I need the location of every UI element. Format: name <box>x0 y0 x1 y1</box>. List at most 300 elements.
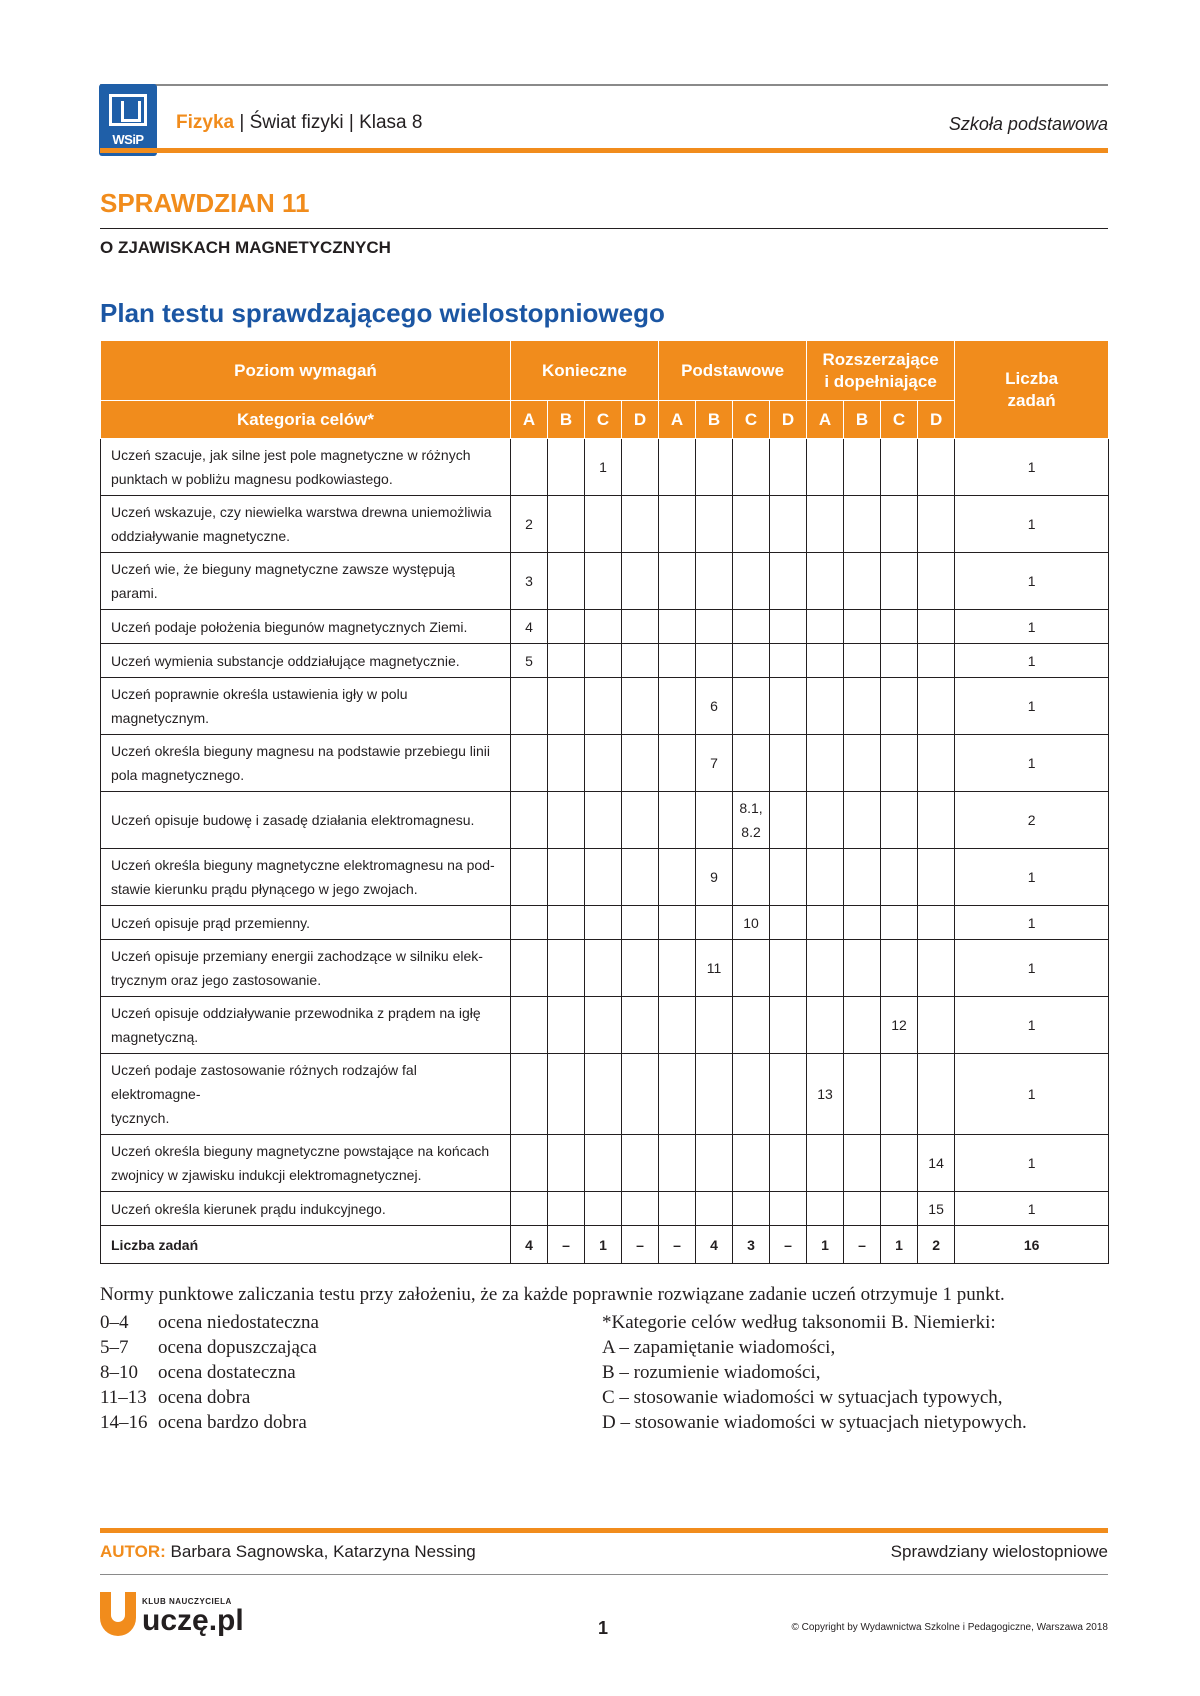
task-cell <box>733 1135 770 1192</box>
task-cell <box>585 792 622 849</box>
summary-cell: 1 <box>807 1226 844 1264</box>
breadcrumb-book: Świat fizyki <box>249 112 344 133</box>
task-cell <box>585 735 622 792</box>
task-cell <box>733 553 770 610</box>
task-cell <box>622 644 659 678</box>
task-cell <box>659 644 696 678</box>
row-description-line: Uczeń opisuje prąd przemienny. <box>111 914 310 931</box>
header-orange-rule <box>100 148 1108 153</box>
task-cell <box>511 678 548 735</box>
category-letter: A <box>659 401 696 439</box>
grade-label: ocena dopuszczająca <box>158 1337 317 1358</box>
row-task-count: 1 <box>955 849 1109 906</box>
header-rozszerzajace <box>807 341 955 401</box>
task-cell <box>585 906 622 940</box>
task-cell <box>770 1054 807 1135</box>
task-cell <box>844 644 881 678</box>
task-cell <box>844 735 881 792</box>
footer-authors <box>100 1542 476 1562</box>
task-cell <box>844 940 881 997</box>
task-cell <box>548 997 585 1054</box>
row-description <box>101 940 511 997</box>
taxonomy-line: A – zapamiętanie wiadomości, <box>602 1337 836 1358</box>
task-cell <box>659 496 696 553</box>
summary-cell: 1 <box>585 1226 622 1264</box>
task-cell <box>770 997 807 1054</box>
header-level: Poziom wymagań <box>101 341 511 401</box>
row-description <box>101 1192 511 1226</box>
task-cell <box>770 1192 807 1226</box>
row-description-line: Uczeń opisuje oddziaływanie przewodnika z prądem na igłę <box>111 1005 481 1021</box>
ucze-logo-small: KLUB NAUCZYCIELA <box>142 1597 232 1606</box>
task-cell <box>844 439 881 496</box>
task-cell <box>807 496 844 553</box>
task-cell <box>622 496 659 553</box>
row-description-line: Uczeń podaje zastosowanie różnych rodzajów fal elektromagne- <box>111 1062 417 1102</box>
grade-norm-row <box>100 1385 319 1410</box>
wsip-logo-icon <box>109 94 147 126</box>
table-row <box>101 496 1109 553</box>
row-task-count: 1 <box>955 1054 1109 1135</box>
task-cell: 9 <box>696 849 733 906</box>
row-task-count: 1 <box>955 610 1109 644</box>
row-description <box>101 849 511 906</box>
header-top-rule <box>100 84 1108 86</box>
task-cell <box>548 553 585 610</box>
row-description-line: stawie kierunku prądu płynącego w jego zwojach. <box>111 881 418 897</box>
task-cell <box>622 792 659 849</box>
table-row <box>101 1192 1109 1226</box>
task-cell <box>696 792 733 849</box>
task-cell <box>770 439 807 496</box>
task-cell <box>918 678 955 735</box>
task-cell <box>807 678 844 735</box>
grade-range: 5–7 <box>100 1337 129 1358</box>
header-category: Kategoria celów* <box>101 401 511 439</box>
row-description <box>101 906 511 940</box>
task-cell <box>696 1135 733 1192</box>
task-cell: 11 <box>696 940 733 997</box>
task-cell <box>696 553 733 610</box>
grade-label: ocena niedostateczna <box>158 1312 319 1333</box>
summary-cell: – <box>622 1226 659 1264</box>
task-cell <box>548 1054 585 1135</box>
task-cell <box>585 849 622 906</box>
task-cell <box>659 997 696 1054</box>
task-cell <box>770 849 807 906</box>
breadcrumb-separator: | <box>348 112 354 133</box>
task-cell <box>881 439 918 496</box>
table-row <box>101 792 1109 849</box>
row-description-line: Uczeń poprawnie określa ustawienia igły w polu magnetycznym. <box>111 686 408 726</box>
task-cell <box>918 610 955 644</box>
summary-cell: – <box>770 1226 807 1264</box>
task-cell <box>585 610 622 644</box>
summary-cell: 1 <box>881 1226 918 1264</box>
row-task-count: 1 <box>955 1135 1109 1192</box>
task-cell <box>696 496 733 553</box>
grade-norm-row <box>100 1335 319 1360</box>
row-description <box>101 439 511 496</box>
task-cell <box>585 940 622 997</box>
task-cell <box>696 1054 733 1135</box>
summary-cell: – <box>548 1226 585 1264</box>
task-cell <box>844 610 881 644</box>
task-cell <box>659 940 696 997</box>
grade-range: 14–16 <box>100 1412 148 1433</box>
task-cell <box>659 792 696 849</box>
category-letter: C <box>585 401 622 439</box>
row-task-count: 2 <box>955 792 1109 849</box>
category-letter: A <box>511 401 548 439</box>
table-row <box>101 940 1109 997</box>
task-cell <box>511 792 548 849</box>
summary-cell: – <box>844 1226 881 1264</box>
summary-total: 16 <box>955 1226 1109 1264</box>
task-cell <box>511 997 548 1054</box>
school-level: Szkoła podstawowa <box>948 114 1108 134</box>
task-cell: 2 <box>511 496 548 553</box>
breadcrumb-grade: Klasa 8 <box>359 112 423 133</box>
task-cell <box>770 678 807 735</box>
task-cell: 8.1, 8.2 <box>733 792 770 849</box>
table-body <box>101 439 1109 1264</box>
task-cell <box>659 1192 696 1226</box>
task-cell <box>659 906 696 940</box>
row-task-count: 1 <box>955 496 1109 553</box>
task-cell <box>881 1054 918 1135</box>
task-cell: 1 <box>585 439 622 496</box>
header-count-line2: zadań <box>1007 390 1056 410</box>
table-row <box>101 610 1109 644</box>
header-podstawowe: Podstawowe <box>659 341 807 401</box>
task-cell <box>807 849 844 906</box>
task-cell <box>918 940 955 997</box>
task-cell <box>622 553 659 610</box>
task-cell <box>918 906 955 940</box>
row-task-count: 1 <box>955 940 1109 997</box>
task-cell <box>918 1054 955 1135</box>
plan-table <box>100 340 1109 1264</box>
task-cell <box>807 792 844 849</box>
grade-label: ocena bardzo dobra <box>158 1412 307 1433</box>
task-cell <box>881 940 918 997</box>
grade-range: 0–4 <box>100 1312 129 1333</box>
task-cell <box>881 792 918 849</box>
summary-cell: 4 <box>511 1226 548 1264</box>
task-cell <box>918 792 955 849</box>
task-cell <box>548 906 585 940</box>
task-cell <box>918 553 955 610</box>
task-cell <box>881 735 918 792</box>
row-description-line: Uczeń określa kierunek prądu indukcyjnego. <box>111 1200 386 1217</box>
summary-label: Liczba zadań <box>101 1226 511 1264</box>
task-cell <box>770 610 807 644</box>
grade-norms-list <box>100 1310 319 1435</box>
footer-orange-rule <box>100 1528 1108 1533</box>
row-task-count: 1 <box>955 553 1109 610</box>
task-cell <box>548 496 585 553</box>
task-cell <box>733 849 770 906</box>
row-description <box>101 1054 511 1135</box>
task-cell <box>807 735 844 792</box>
task-cell <box>881 678 918 735</box>
task-cell <box>881 553 918 610</box>
task-cell <box>844 1054 881 1135</box>
task-cell <box>622 1192 659 1226</box>
row-description <box>101 553 511 610</box>
task-cell <box>548 940 585 997</box>
task-cell <box>696 439 733 496</box>
grade-norm-row <box>100 1310 319 1335</box>
task-cell <box>733 1192 770 1226</box>
task-cell <box>918 439 955 496</box>
summary-cell: 2 <box>918 1226 955 1264</box>
taxonomy-line: C – stosowanie wiadomości w sytuacjach typowych, <box>602 1387 1003 1408</box>
table-row <box>101 906 1109 940</box>
header-rozszerzajace-line1: Rozszerzające <box>822 349 939 369</box>
category-letter: B <box>548 401 585 439</box>
header-konieczne: Konieczne <box>511 341 659 401</box>
task-cell: 13 <box>807 1054 844 1135</box>
task-cell <box>622 1054 659 1135</box>
task-cell: 12 <box>881 997 918 1054</box>
ucze-logo-big: uczę.pl <box>142 1604 244 1637</box>
grade-label: ocena dobra <box>158 1387 251 1408</box>
task-cell <box>844 1135 881 1192</box>
summary-row <box>101 1226 1109 1264</box>
task-cell <box>659 553 696 610</box>
task-cell: 5 <box>511 644 548 678</box>
norms-intro: Normy punktowe zaliczania testu przy założeniu, że za każde poprawnie rozwiązane zadanie uczeń otrzymuje 1 punkt. <box>100 1284 1005 1305</box>
task-cell <box>585 644 622 678</box>
task-cell: 7 <box>696 735 733 792</box>
task-cell <box>511 1054 548 1135</box>
task-cell: 15 <box>918 1192 955 1226</box>
task-cell <box>548 1192 585 1226</box>
task-cell <box>622 849 659 906</box>
task-cell <box>548 439 585 496</box>
task-cell <box>770 553 807 610</box>
footer-series: Sprawdziany wielostopniowe <box>890 1542 1108 1561</box>
task-cell <box>881 849 918 906</box>
task-cell <box>696 1192 733 1226</box>
task-cell <box>659 849 696 906</box>
summary-cell: 3 <box>733 1226 770 1264</box>
task-cell <box>696 610 733 644</box>
breadcrumb-subject: Fizyka <box>176 112 235 133</box>
header-count <box>955 341 1109 439</box>
task-cell <box>696 906 733 940</box>
category-letter: B <box>844 401 881 439</box>
grade-label: ocena dostateczna <box>158 1362 296 1383</box>
task-cell <box>659 439 696 496</box>
ucze-logo <box>100 1592 244 1636</box>
task-cell <box>807 940 844 997</box>
task-cell <box>844 678 881 735</box>
task-cell <box>807 1135 844 1192</box>
row-task-count: 1 <box>955 1192 1109 1226</box>
task-cell <box>770 496 807 553</box>
task-cell <box>807 1192 844 1226</box>
task-cell <box>511 940 548 997</box>
row-task-count: 1 <box>955 906 1109 940</box>
row-description <box>101 644 511 678</box>
task-cell <box>622 439 659 496</box>
table-row <box>101 678 1109 735</box>
wsip-logo-text: WSiP <box>112 132 144 147</box>
table-row <box>101 553 1109 610</box>
taxonomy-line: B – rozumienie wiadomości, <box>602 1362 821 1383</box>
task-cell <box>548 735 585 792</box>
task-cell: 3 <box>511 553 548 610</box>
task-cell <box>585 1192 622 1226</box>
grade-norm-row <box>100 1360 319 1385</box>
task-cell <box>511 1135 548 1192</box>
test-subtitle: O ZJAWISKACH MAGNETYCZNYCH <box>100 238 391 257</box>
task-cell <box>548 792 585 849</box>
row-description <box>101 735 511 792</box>
row-task-count: 1 <box>955 678 1109 735</box>
row-description-line: tycznych. <box>111 1110 170 1126</box>
row-task-count: 1 <box>955 997 1109 1054</box>
task-cell <box>770 906 807 940</box>
task-cell <box>807 997 844 1054</box>
task-cell <box>585 496 622 553</box>
table-row <box>101 997 1109 1054</box>
task-cell <box>918 735 955 792</box>
task-cell <box>733 1054 770 1135</box>
plan-heading: Plan testu sprawdzającego wielostopniowego <box>100 298 665 328</box>
row-description-line: pola magnetycznego. <box>111 767 245 783</box>
task-cell <box>844 1192 881 1226</box>
task-cell <box>733 644 770 678</box>
category-letter: B <box>696 401 733 439</box>
table-row <box>101 735 1109 792</box>
task-cell <box>733 496 770 553</box>
task-cell <box>844 496 881 553</box>
task-cell <box>511 849 548 906</box>
task-cell <box>881 610 918 644</box>
category-letter: C <box>733 401 770 439</box>
task-cell <box>511 906 548 940</box>
task-cell <box>770 1135 807 1192</box>
row-description-line: Uczeń określa bieguny magnetyczne elektromagnesu na pod- <box>111 857 495 873</box>
taxonomy-line: D – stosowanie wiadomości w sytuacjach nietypowych. <box>602 1412 1027 1433</box>
task-cell <box>770 792 807 849</box>
row-description <box>101 997 511 1054</box>
task-cell <box>881 496 918 553</box>
ucze-u-icon <box>100 1592 136 1636</box>
task-cell: 6 <box>696 678 733 735</box>
author-label: AUTOR: <box>100 1542 166 1561</box>
grade-range: 8–10 <box>100 1362 138 1383</box>
task-cell <box>659 610 696 644</box>
ucze-logo-text-block <box>142 1597 244 1636</box>
copyright: © Copyright by Wydawnictwa Szkolne i Pedagogiczne, Warszawa 2018 <box>791 1622 1108 1633</box>
task-cell <box>585 1135 622 1192</box>
task-cell <box>585 678 622 735</box>
task-cell <box>918 849 955 906</box>
task-cell <box>807 553 844 610</box>
row-description-line: Uczeń wskazuje, czy niewielka warstwa drewna uniemożliwia <box>111 504 492 520</box>
title-rule <box>100 228 1108 229</box>
row-description-line: trycznym oraz jego zastosowanie. <box>111 972 322 988</box>
task-cell <box>733 997 770 1054</box>
row-description-line: Uczeń określa bieguny magnetyczne powstające na końcach <box>111 1143 490 1159</box>
row-description-line: Uczeń wymienia substancje oddziałujące magnetycznie. <box>111 652 460 669</box>
task-cell <box>733 735 770 792</box>
task-cell <box>770 735 807 792</box>
row-description-line: magnetyczną. <box>111 1029 199 1045</box>
task-cell <box>844 997 881 1054</box>
table-row <box>101 1135 1109 1192</box>
task-cell <box>659 678 696 735</box>
page-number: 1 <box>598 1618 609 1638</box>
task-cell <box>622 997 659 1054</box>
row-description-line: Uczeń podaje położenia biegunów magnetycznych Ziemi. <box>111 618 468 635</box>
taxonomy-list <box>602 1310 1027 1435</box>
task-cell <box>659 1054 696 1135</box>
task-cell <box>881 1192 918 1226</box>
task-cell <box>696 997 733 1054</box>
task-cell <box>622 906 659 940</box>
category-letter: D <box>770 401 807 439</box>
task-cell <box>807 610 844 644</box>
task-cell <box>844 849 881 906</box>
test-title: SPRAWDZIAN 11 <box>100 188 310 218</box>
task-cell <box>844 553 881 610</box>
table-row <box>101 644 1109 678</box>
row-description-line: Uczeń opisuje budowę i zasadę działania elektromagnesu. <box>111 812 475 828</box>
category-letter: D <box>918 401 955 439</box>
table-row <box>101 849 1109 906</box>
row-description-line: oddziaływanie magnetyczne. <box>111 528 290 544</box>
task-cell <box>807 906 844 940</box>
task-cell <box>770 940 807 997</box>
category-letter: D <box>622 401 659 439</box>
task-cell <box>548 678 585 735</box>
table-header-row <box>101 341 1109 401</box>
task-cell <box>622 610 659 644</box>
table-row <box>101 1054 1109 1135</box>
row-description <box>101 496 511 553</box>
task-cell <box>548 1135 585 1192</box>
row-task-count: 1 <box>955 735 1109 792</box>
summary-cell: – <box>659 1226 696 1264</box>
task-cell <box>511 439 548 496</box>
task-cell <box>918 997 955 1054</box>
task-cell: 14 <box>918 1135 955 1192</box>
header-count-line1: Liczba <box>1005 368 1059 388</box>
summary-cell: 4 <box>696 1226 733 1264</box>
row-description <box>101 792 511 849</box>
task-cell <box>770 644 807 678</box>
breadcrumb-separator: | <box>239 112 245 133</box>
table-row <box>101 439 1109 496</box>
row-description-line: Uczeń szacuje, jak silne jest pole magnetyczne w różnych <box>111 447 471 463</box>
task-cell <box>807 439 844 496</box>
task-cell <box>622 735 659 792</box>
task-cell <box>511 1192 548 1226</box>
task-cell: 4 <box>511 610 548 644</box>
task-cell <box>548 644 585 678</box>
grade-range: 11–13 <box>100 1387 147 1408</box>
task-cell <box>881 1135 918 1192</box>
task-cell <box>733 940 770 997</box>
task-cell <box>548 849 585 906</box>
task-cell <box>807 644 844 678</box>
